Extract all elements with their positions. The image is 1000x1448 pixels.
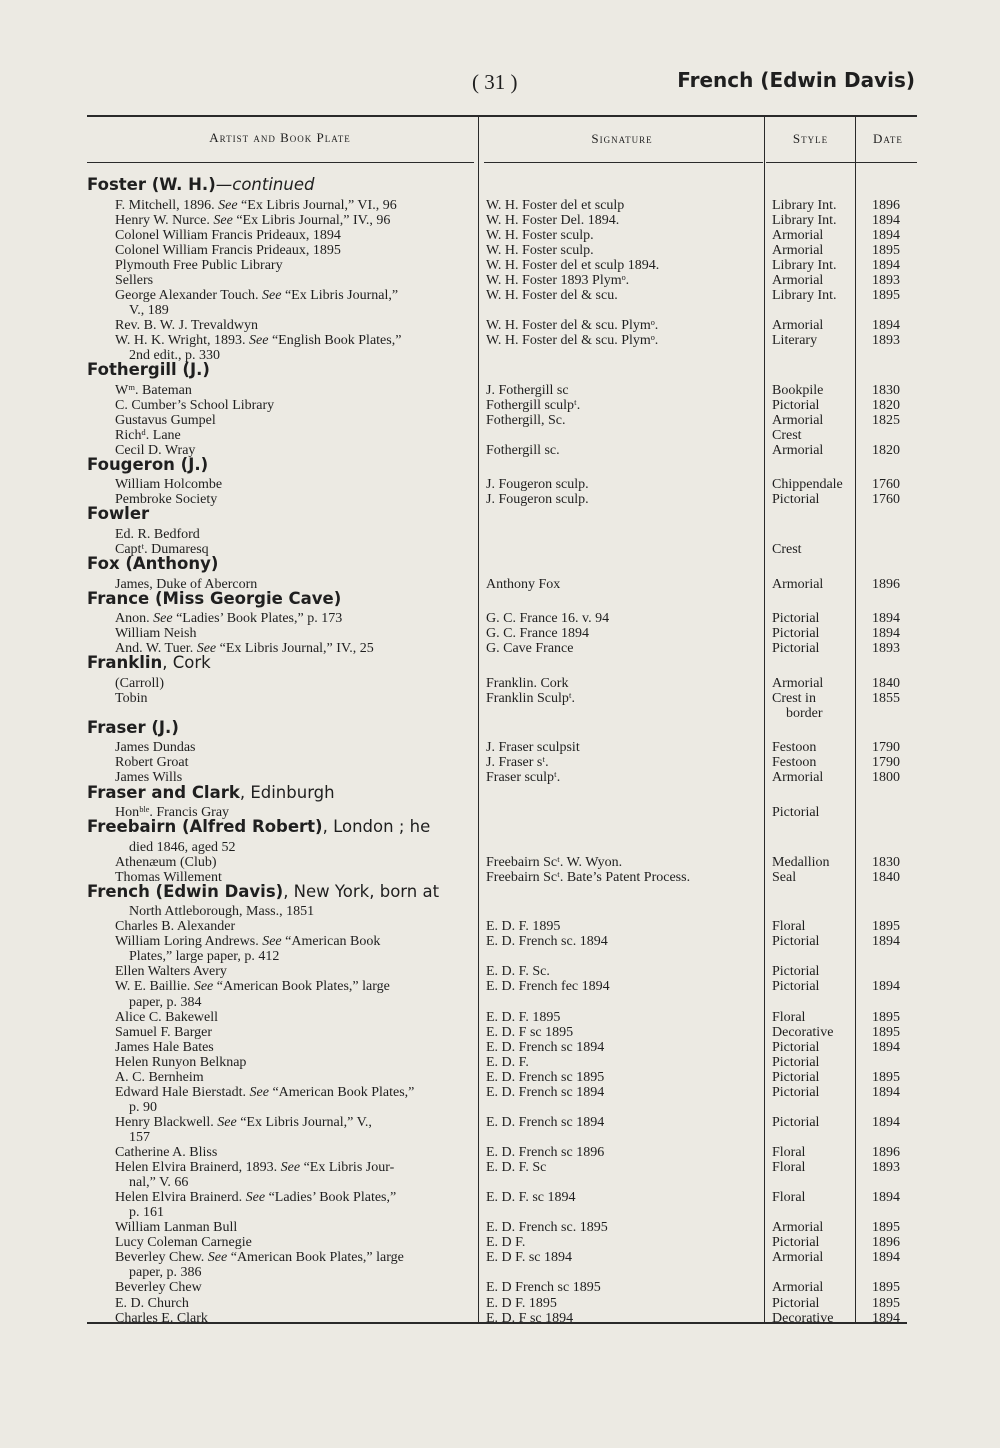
signature-cell: W. H. Foster del et sculp xyxy=(486,197,625,213)
signature-cell: Freebairn Scᵗ. Bate’s Patent Process. xyxy=(486,869,691,885)
table-row xyxy=(0,383,1000,399)
style-cell: Pictorial xyxy=(772,934,820,950)
style-cell: Armorial xyxy=(772,1220,824,1236)
book-plate-cell: Robert Groat xyxy=(115,755,189,771)
style-cell: Armorial xyxy=(772,1250,824,1266)
table-row xyxy=(0,949,1000,965)
book-plate-cell: p. 90 xyxy=(129,1099,157,1115)
book-plate-cell: 157 xyxy=(129,1129,150,1145)
signature-cell: G. C. France 1894 xyxy=(486,626,590,642)
book-plate-cell: nal,” V. 66 xyxy=(129,1175,189,1191)
table-row xyxy=(0,611,1000,627)
date-cell: 1895 xyxy=(872,1069,900,1085)
book-plate-cell: Henry W. Nurce. See “Ex Libris Journal,” IV., 96 xyxy=(115,212,391,228)
artist-heading xyxy=(0,556,1000,572)
signature-cell: W. H. Foster del & scu. xyxy=(486,287,618,303)
date-cell: 1893 xyxy=(872,272,900,288)
date-cell: 1895 xyxy=(872,1009,900,1025)
signature-cell: W. H. Foster sculp. xyxy=(486,242,594,258)
table-row xyxy=(0,979,1000,995)
style-cell: Armorial xyxy=(772,242,824,258)
book-plate-cell: W. H. K. Wright, 1893. See “English Book Plates,” xyxy=(115,332,402,348)
date-cell: 1894 xyxy=(872,934,900,950)
table-row xyxy=(0,740,1000,756)
table-row xyxy=(0,755,1000,771)
date-cell: 1895 xyxy=(872,1295,900,1311)
artist-heading xyxy=(0,362,1000,378)
style-cell: Armorial xyxy=(772,412,824,428)
signature-cell: Franklin Sculpᵗ. xyxy=(486,690,576,706)
table-row xyxy=(0,413,1000,429)
book-plate-cell: James, Duke of Abercorn xyxy=(115,576,258,592)
style-cell: Pictorial xyxy=(772,1054,820,1070)
column-header-signature: Signature xyxy=(591,131,653,146)
table-row xyxy=(0,1025,1000,1041)
artist-name: Fothergill (J.) xyxy=(87,360,210,380)
table-row xyxy=(0,1311,1000,1327)
book-plate-cell: Gustavus Gumpel xyxy=(115,412,216,428)
book-plate-cell: Colonel William Francis Prideaux, 1895 xyxy=(115,242,341,258)
style-cell: Pictorial xyxy=(772,964,820,980)
book-plate-cell: Charles B. Alexander xyxy=(115,919,236,935)
date-cell: 1820 xyxy=(872,397,900,413)
table-row xyxy=(0,1280,1000,1296)
date-cell: 1825 xyxy=(872,412,900,428)
book-plate-cell: William Neish xyxy=(115,626,197,642)
table-row xyxy=(0,1175,1000,1191)
signature-cell: E. D. French sc 1894 xyxy=(486,1039,605,1055)
artist-name: Franklin, Cork xyxy=(87,653,211,673)
book-plate-cell: Sellers xyxy=(115,272,154,288)
signature-cell: W. H. Foster 1893 Plymᵒ. xyxy=(486,272,630,288)
table-row xyxy=(0,1145,1000,1161)
table-row xyxy=(0,333,1000,349)
signature-cell: G. C. France 16. v. 94 xyxy=(486,611,610,627)
date-cell: 1855 xyxy=(872,690,900,706)
artist-name: Fraser (J.) xyxy=(87,717,179,737)
date-cell: 1894 xyxy=(872,212,900,228)
style-cell: Pictorial xyxy=(772,1114,820,1130)
signature-cell: Franklin. Cork xyxy=(486,675,569,691)
book-plate-cell: Tobin xyxy=(115,690,148,706)
artist-heading xyxy=(0,588,1000,608)
artist-name: Foster (W. H.)—continued xyxy=(87,175,315,194)
style-cell: Medallion xyxy=(772,854,830,870)
signature-cell: E. D. French sc 1896 xyxy=(486,1145,605,1160)
signature-cell: E. D. French fec 1894 xyxy=(486,979,610,995)
date-cell: 1820 xyxy=(872,442,900,458)
book-plate-cell: Plates,” large paper, p. 412 xyxy=(129,949,280,965)
style-cell: Festoon xyxy=(772,740,817,756)
style-cell: Festoon xyxy=(772,755,817,771)
date-cell: 1790 xyxy=(872,740,900,756)
date-cell: 1895 xyxy=(872,1220,900,1236)
signature-cell: Fothergill sculpᵗ. xyxy=(486,397,581,413)
signature-cell: E. D. F. 1895 xyxy=(486,1009,561,1025)
style-cell: Library Int. xyxy=(772,212,837,228)
table-row xyxy=(0,1040,1000,1056)
book-plate-cell: Thomas Willement xyxy=(115,869,222,885)
signature-cell: J. Fothergill sc xyxy=(486,382,569,398)
date-cell: 1895 xyxy=(872,242,900,258)
table-row xyxy=(0,1235,1000,1251)
signature-cell: J. Fraser sᵗ. xyxy=(486,755,549,771)
header-rule-plate xyxy=(87,162,474,163)
date-cell: 1760 xyxy=(872,477,900,493)
column-header-style: Style xyxy=(792,131,829,146)
artist-note: , New York, born at xyxy=(283,881,440,901)
table-row xyxy=(0,1085,1000,1101)
style-cell: Pictorial xyxy=(772,1235,820,1251)
date-cell: 1760 xyxy=(872,492,900,508)
table-row xyxy=(0,1190,1000,1206)
date-cell: 1896 xyxy=(872,1145,900,1160)
signature-cell: W. H. Foster sculp. xyxy=(486,227,594,243)
book-plate-cell: F. Mitchell, 1896. See “Ex Libris Journal,” VI., 96 xyxy=(115,197,397,213)
signature-cell: E. D. F. Sc xyxy=(486,1160,547,1176)
date-cell: 1830 xyxy=(872,382,900,398)
book-plate-cell: Catherine A. Bliss xyxy=(115,1145,218,1160)
book-plate-cell: William Holcombe xyxy=(115,477,223,493)
style-cell: Literary xyxy=(772,332,818,348)
book-plate-cell: E. D. Church xyxy=(115,1295,189,1311)
column-header-plate: Artist and Book Plate xyxy=(209,130,351,145)
signature-cell: Fothergill, Sc. xyxy=(486,412,566,428)
style-cell: Pictorial xyxy=(772,1084,820,1100)
table-row xyxy=(0,840,1000,856)
style-cell: Pictorial xyxy=(772,1039,820,1055)
table-row xyxy=(0,1265,1000,1281)
date-cell: 1894 xyxy=(872,317,900,333)
signature-cell: E. D. F sc 1895 xyxy=(486,1024,574,1040)
style-cell: Floral xyxy=(772,1160,806,1176)
table-row xyxy=(0,1055,1000,1071)
signature-cell: E. D. F sc 1894 xyxy=(486,1310,574,1326)
artist-note: , Cork xyxy=(162,653,211,673)
style-cell: Pictorial xyxy=(772,1295,820,1311)
style-cell: Pictorial xyxy=(772,979,820,995)
book-plate-cell: William Lanman Bull xyxy=(115,1220,238,1236)
book-plate-cell: William Loring Andrews. See “American Book xyxy=(115,934,381,950)
book-plate-cell: Anon. See “Ladies’ Book Plates,” p. 173 xyxy=(115,611,343,627)
table-row xyxy=(0,1220,1000,1236)
signature-cell: W. H. Foster Del. 1894. xyxy=(486,212,620,228)
style-cell: Armorial xyxy=(772,770,824,786)
table-row xyxy=(0,213,1000,229)
date-cell: 1895 xyxy=(872,1024,900,1040)
book-plate-cell: Athenæum (Club) xyxy=(115,854,217,870)
book-plate-cell: A. C. Bernheim xyxy=(115,1069,204,1085)
style-cell: Decorative xyxy=(772,1024,834,1040)
artist-note: , London ; he xyxy=(322,817,431,837)
table-row xyxy=(0,904,1000,920)
book-plate-cell: Alice C. Bakewell xyxy=(115,1009,219,1025)
table-row xyxy=(0,1100,1000,1116)
book-plate-cell: V., 189 xyxy=(129,302,169,318)
table-row xyxy=(0,198,1000,214)
table-row xyxy=(0,1115,1000,1131)
signature-cell: W. H. Foster del & scu. Plymᵒ. xyxy=(486,317,659,333)
date-cell: 1894 xyxy=(872,1310,900,1326)
artist-heading xyxy=(0,454,1000,474)
style-cell: Floral xyxy=(772,1145,806,1160)
artist-name: Fowler xyxy=(87,504,150,524)
style-cell: Crest xyxy=(772,427,802,443)
book-plate-cell: Cecil D. Wray xyxy=(115,442,196,458)
header-rule-style-date xyxy=(766,162,917,163)
table-row xyxy=(0,1296,1000,1312)
date-cell: 1894 xyxy=(872,1084,900,1100)
style-cell: Floral xyxy=(772,1190,806,1206)
table-row xyxy=(0,303,1000,319)
table-row xyxy=(0,1205,1000,1221)
book-plate-cell: James Wills xyxy=(115,770,183,786)
book-plate-cell: paper, p. 384 xyxy=(129,994,202,1010)
style-cell: Crest in xyxy=(772,690,816,706)
style-cell: Floral xyxy=(772,1009,806,1025)
date-cell: 1830 xyxy=(872,854,900,870)
style-cell: Floral xyxy=(772,919,806,935)
artist-name: French (Edwin Davis), New York, born at xyxy=(87,881,440,901)
date-cell: 1894 xyxy=(872,1039,900,1055)
book-plate-cell: Lucy Coleman Carnegie xyxy=(115,1235,252,1251)
book-plate-cell: George Alexander Touch. See “Ex Libris Journal,” xyxy=(115,287,399,303)
date-cell: 1894 xyxy=(872,1250,900,1266)
table-row xyxy=(0,258,1000,274)
book-plate-cell: (Carroll) xyxy=(115,675,164,691)
signature-cell: Fraser sculpᵗ. xyxy=(486,770,561,786)
book-plate-cell: Ellen Walters Avery xyxy=(115,964,227,980)
signature-cell: E. D. French sc. 1895 xyxy=(486,1220,608,1236)
book-plate-cell: Samuel F. Barger xyxy=(115,1024,212,1040)
book-plate-cell: Colonel William Francis Prideaux, 1894 xyxy=(115,227,341,243)
signature-cell: J. Fougeron sculp. xyxy=(486,492,589,508)
book-plate-cell: paper, p. 386 xyxy=(129,1265,202,1281)
table-row xyxy=(0,691,1000,707)
date-cell: 1895 xyxy=(872,919,900,935)
signature-cell: E. D. French sc 1894 xyxy=(486,1114,605,1130)
style-cell: Seal xyxy=(772,869,797,885)
style-cell: Bookpile xyxy=(772,382,824,398)
date-cell: 1894 xyxy=(872,979,900,995)
signature-cell: E. D French sc 1895 xyxy=(486,1280,601,1296)
header-rule-signature xyxy=(484,162,763,163)
style-cell: Armorial xyxy=(772,675,824,691)
artist-heading xyxy=(0,655,1000,671)
date-cell: 1800 xyxy=(872,770,900,786)
artist-heading xyxy=(0,177,1000,193)
book-plate-cell: Pembroke Society xyxy=(115,492,218,508)
style-cell: Pictorial xyxy=(772,626,820,642)
date-cell: 1894 xyxy=(872,1114,900,1130)
table-row xyxy=(0,676,1000,692)
date-cell: 1894 xyxy=(872,611,900,627)
book-plate-cell: North Attleborough, Mass., 1851 xyxy=(129,904,315,920)
style-cell: Chippendale xyxy=(772,477,843,493)
signature-cell: E. D. F. 1895 xyxy=(486,919,561,935)
book-plate-cell: W. E. Baillie. See “American Book Plates,” large xyxy=(115,979,390,995)
table-row xyxy=(0,273,1000,289)
date-cell: 1895 xyxy=(872,287,900,303)
book-plate-cell: Rev. B. W. J. Trevaldwyn xyxy=(115,317,259,333)
style-cell: Pictorial xyxy=(772,1069,820,1085)
signature-cell: E. D. French sc 1895 xyxy=(486,1069,605,1085)
artist-heading xyxy=(0,717,1000,737)
table-row xyxy=(0,855,1000,871)
date-cell: 1896 xyxy=(872,197,900,213)
style-cell: Armorial xyxy=(772,576,824,592)
table-row xyxy=(0,243,1000,259)
book-plate-cell: died 1846, aged 52 xyxy=(129,839,236,855)
book-plate-cell: Helen Elvira Brainerd. See “Ladies’ Book Plates,” xyxy=(115,1190,397,1206)
signature-cell: E. D. French sc. 1894 xyxy=(486,934,608,950)
style-cell: Armorial xyxy=(772,272,824,288)
book-plate-cell: Honᵇˡᵉ. Francis Gray xyxy=(115,805,230,820)
book-plate-cell: p. 161 xyxy=(129,1205,164,1221)
signature-cell: J. Fraser sculpsit xyxy=(486,740,580,756)
style-cell: Crest xyxy=(772,541,802,557)
book-plate-cell: Edward Hale Bierstadt. See “American Book Plates,” xyxy=(115,1084,415,1100)
style-cell: Library Int. xyxy=(772,287,837,303)
artist-heading xyxy=(0,782,1000,802)
book-plate-cell: Wᵐ. Bateman xyxy=(115,382,192,398)
date-cell: 1840 xyxy=(872,869,900,885)
signature-cell: E. D. F. sc 1894 xyxy=(486,1190,576,1206)
book-plate-cell: Beverley Chew. See “American Book Plates,” large xyxy=(115,1250,404,1266)
table-row xyxy=(0,398,1000,414)
signature-cell: E. D. F. xyxy=(486,1054,529,1070)
signature-cell: E. D. French sc 1894 xyxy=(486,1084,605,1100)
table-row xyxy=(0,228,1000,244)
artist-note: —continued xyxy=(215,175,315,194)
signature-cell: E. D F. xyxy=(486,1235,526,1251)
table-row xyxy=(0,626,1000,642)
table-row xyxy=(0,527,1000,543)
date-cell: 1894 xyxy=(872,1190,900,1206)
style-cell: Library Int. xyxy=(772,197,837,213)
table-row xyxy=(0,318,1000,334)
style-cell: Armorial xyxy=(772,227,824,243)
table-row xyxy=(0,1250,1000,1266)
date-cell: 1896 xyxy=(872,576,900,592)
table-row xyxy=(0,964,1000,980)
style-cell: Pictorial xyxy=(772,492,820,508)
signature-cell: E. D. F. Sc. xyxy=(486,964,550,980)
book-plate-cell: 2nd edit., p. 330 xyxy=(129,348,220,363)
signature-cell: Freebairn Scᵗ. W. Wyon. xyxy=(486,854,623,870)
artist-name: Fraser and Clark, Edinburgh xyxy=(87,782,335,802)
book-plate-cell: Captᵗ. Dumaresq xyxy=(115,541,209,557)
artist-heading xyxy=(0,819,1000,835)
date-cell: 1840 xyxy=(872,675,900,691)
date-cell: 1790 xyxy=(872,755,900,771)
signature-cell: E. D F. sc 1894 xyxy=(486,1250,572,1266)
table-row xyxy=(0,995,1000,1011)
style-cell: Armorial xyxy=(772,442,824,458)
signature-cell: Anthony Fox xyxy=(486,576,561,592)
book-plate-cell: Helen Runyon Belknap xyxy=(115,1054,247,1070)
book-plate-cell: James Dundas xyxy=(115,740,196,756)
table-row xyxy=(0,934,1000,950)
date-cell: 1896 xyxy=(872,1235,900,1251)
date-cell: 1893 xyxy=(872,332,900,348)
artist-heading xyxy=(0,881,1000,901)
table-row xyxy=(0,428,1000,444)
style-cell: Armorial xyxy=(772,1280,824,1296)
book-plate-cell: Richᵈ. Lane xyxy=(115,427,181,443)
artist-name: Fox (Anthony) xyxy=(87,554,219,573)
artist-name: Freebairn (Alfred Robert), London ; he xyxy=(87,817,431,837)
book-plate-cell: And. W. Tuer. See “Ex Libris Journal,” IV., 25 xyxy=(115,641,374,657)
book-plate-cell: Ed. R. Bedford xyxy=(115,526,200,542)
signature-cell: E. D F. 1895 xyxy=(486,1295,557,1311)
style-cell: Pictorial xyxy=(772,611,820,627)
date-cell: 1894 xyxy=(872,626,900,642)
table-row xyxy=(0,1130,1000,1146)
artist-name: Fougeron (J.) xyxy=(87,454,209,474)
date-cell: 1894 xyxy=(872,257,900,273)
book-plate-cell: Beverley Chew xyxy=(115,1280,202,1296)
book-plate-cell: Plymouth Free Public Library xyxy=(115,257,283,273)
table-row xyxy=(0,288,1000,304)
signature-cell: W. H. Foster del & scu. Plymᵒ. xyxy=(486,332,659,348)
style-cell: Pictorial xyxy=(772,641,820,657)
artist-note: , Edinburgh xyxy=(239,782,335,802)
column-header-date: Date xyxy=(873,131,903,146)
style-cell: Armorial xyxy=(772,317,824,333)
table-row xyxy=(0,1160,1000,1176)
signature-cell: G. Cave France xyxy=(486,641,574,657)
style-cell: Library Int. xyxy=(772,257,837,273)
artist-heading xyxy=(0,506,1000,522)
running-title: French (Edwin Davis) xyxy=(677,68,915,92)
date-cell: 1894 xyxy=(872,227,900,243)
table-row xyxy=(0,919,1000,935)
date-cell: 1893 xyxy=(872,1160,900,1176)
signature-cell: Fothergill sc. xyxy=(486,442,560,458)
style-cell: Decorative xyxy=(772,1310,834,1326)
date-cell: 1893 xyxy=(872,641,900,657)
style-cell: Pictorial xyxy=(772,397,820,413)
book-plate-cell: James Hale Bates xyxy=(115,1039,214,1055)
table-row xyxy=(0,477,1000,493)
style-cell: border xyxy=(786,705,823,721)
book-plate-cell: C. Cumber’s School Library xyxy=(115,397,275,413)
signature-cell: J. Fougeron sculp. xyxy=(486,477,589,493)
page-number: ( 31 ) xyxy=(472,70,518,94)
signature-cell: W. H. Foster del et sculp 1894. xyxy=(486,257,660,273)
book-plate-cell: Henry Blackwell. See “Ex Libris Journal,” V., xyxy=(115,1114,372,1130)
style-cell: Pictorial xyxy=(772,805,820,820)
book-plate-cell: Helen Elvira Brainerd, 1893. See “Ex Libris Jour- xyxy=(115,1160,395,1176)
table-row xyxy=(0,1010,1000,1026)
table-row xyxy=(0,1070,1000,1086)
book-plate-cell: Charles E. Clark xyxy=(115,1310,208,1326)
date-cell: 1895 xyxy=(872,1280,900,1296)
artist-name: France (Miss Georgie Cave) xyxy=(87,588,342,608)
table-top-rule xyxy=(87,115,917,117)
